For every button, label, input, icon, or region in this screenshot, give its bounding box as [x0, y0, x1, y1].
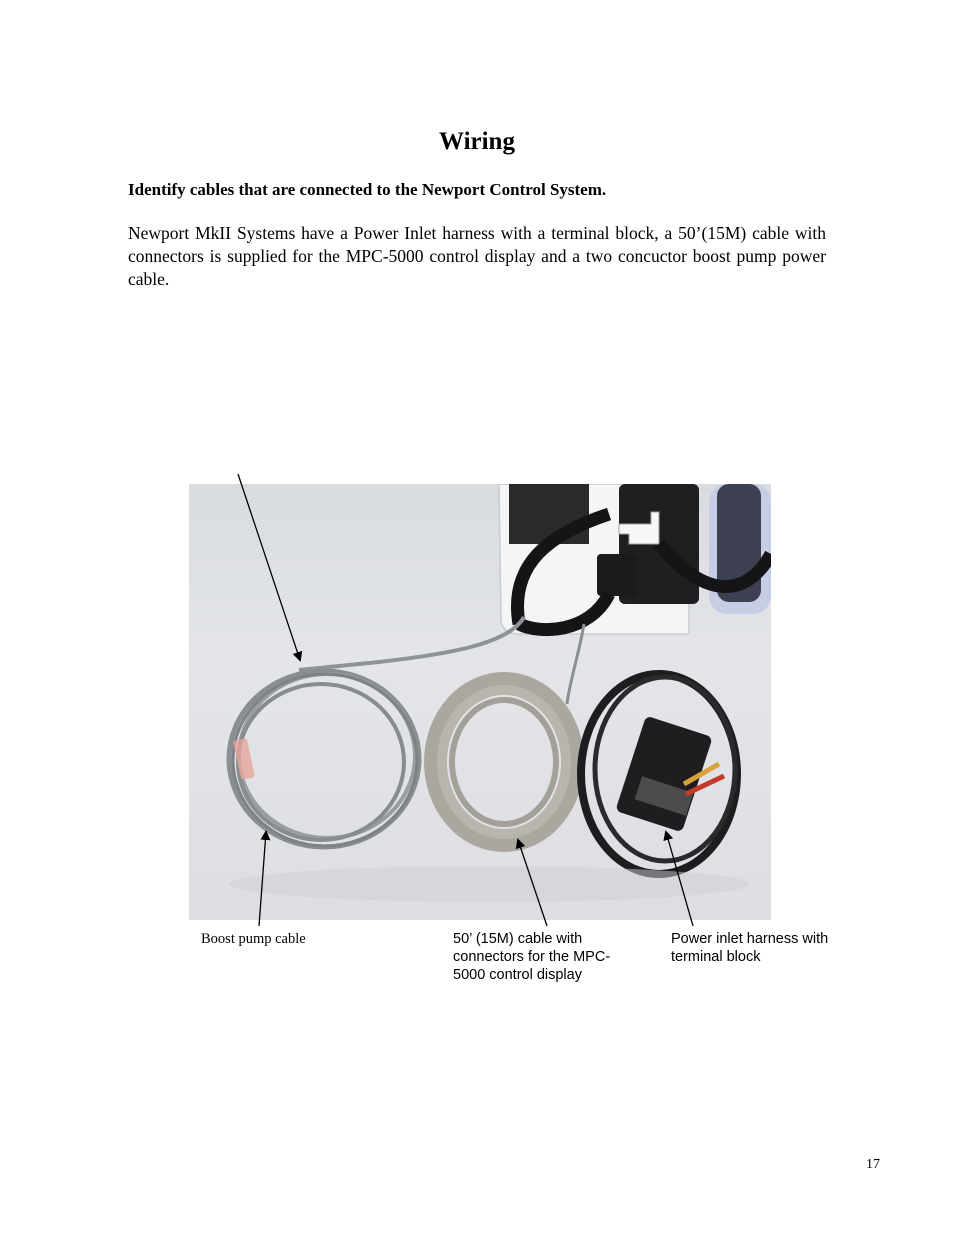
body-paragraph: Newport MkII Systems have a Power Inlet harness with a terminal block, a 50’(15M) cable with connectors is supplied for the MPC-5000 control display and a two concuctor boost pump power cable.: [128, 223, 826, 289]
caption-mpc-cable: [453, 930, 610, 984]
section-subheading: Identify cables that are connected to the Newport Control System.: [128, 180, 607, 199]
caption-boost-pump: Boost pump cable: [201, 931, 306, 947]
caption-mpc-line: 50’ (15M) cable with: [453, 931, 583, 947]
caption-mpc-line: connectors for the MPC-: [453, 949, 611, 965]
cable-photo-illustration: [189, 484, 771, 920]
caption-power-inlet: [671, 930, 828, 966]
caption-power-line: terminal block: [671, 949, 761, 965]
page-number: 17: [866, 1157, 880, 1172]
caption-power-line: Power inlet harness with: [671, 931, 829, 947]
caption-mpc-line: 5000 control display: [453, 967, 582, 983]
cable-photo: [189, 484, 771, 920]
page-title: Wiring: [439, 128, 515, 155]
